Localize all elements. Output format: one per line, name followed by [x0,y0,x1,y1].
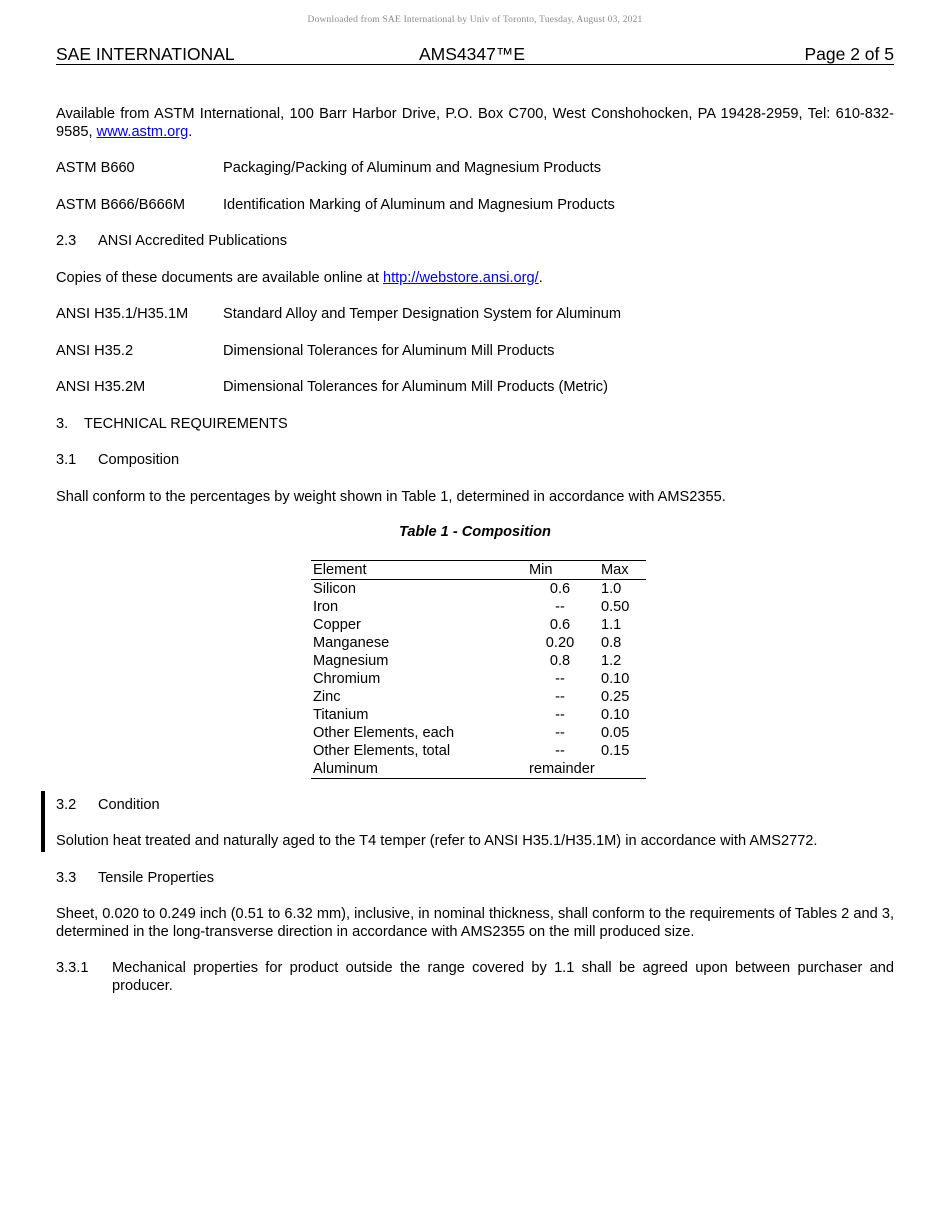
ansi-availability-text: Copies of these documents are available online at [56,270,383,286]
element-cell: Magnesium [313,653,389,669]
min-cell: 0.6 [549,617,571,633]
section-number: 2.3 [56,233,77,249]
tensile-paragraph: Sheet, 0.020 to 0.249 inch (0.51 to 6.32 mm), inclusive, in nominal thickness, shall conform to the requirements of Tables 2 and 3, determined in the long-transverse direction in accordance with AMS2355 on the mill produced size. [56,906,894,940]
reference-code: ANSI H35.2 [56,343,134,359]
table-row [311,598,646,616]
element-cell: Manganese [313,635,390,651]
condition-paragraph: Solution heat treated and naturally aged to the T4 temper (refer to ANSI H35.1/H35.1M) in accordance with AMS2772. [56,833,818,849]
section-title: TECHNICAL REQUIREMENTS [84,416,288,432]
subsection-number: 3.3.1 [56,960,89,976]
table-row [311,724,646,742]
section-title: ANSI Accredited Publications [98,233,288,249]
reference-code: ASTM B660 [56,160,135,176]
table-row [311,760,646,779]
ansi-availability-paragraph [56,269,894,287]
section-number: 3. [56,416,69,432]
table-row [311,688,646,706]
section-number: 3.2 [56,797,77,813]
download-watermark: Downloaded from SAE International by Univ of Toronto, Tuesday, August 03, 2021 [307,15,643,25]
composition-paragraph: Shall conform to the percentages by weight shown in Table 1, determined in accordance with AMS2355. [56,489,726,505]
max-cell: 0.25 [601,689,630,705]
section-title: Condition [98,797,160,813]
min-cell: -- [555,743,565,759]
astm-link-suffix: . [188,124,193,140]
section-number: 3.1 [56,452,77,468]
max-cell: 0.05 [601,725,630,741]
max-cell: 0.50 [601,599,630,615]
ansi-link-suffix: . [538,270,543,286]
element-cell: Zinc [313,689,341,705]
ansi-webstore-link[interactable]: http://webstore.ansi.org/ [382,270,539,286]
min-cell: -- [555,707,565,723]
section-title: Composition [98,452,180,468]
max-cell: 1.1 [601,617,622,633]
max-cell: 0.15 [601,743,630,759]
revision-change-bar [41,791,45,852]
header-doc-id: AMS4347™E [419,44,526,64]
max-cell: 1.2 [601,653,622,669]
min-cell: -- [555,689,565,705]
max-cell [599,760,646,779]
astm-availability-paragraph [56,105,894,141]
subsection-text: Mechanical properties for product outside the range covered by 1.1 shall be agreed upon between purchaser and producer. [112,960,894,994]
column-header-max: Max [599,561,646,580]
table-header-row [311,561,646,580]
min-cell: remainder [519,760,599,779]
table-row [311,616,646,634]
reference-code: ANSI H35.1/H35.1M [56,306,189,322]
table-row [311,580,646,599]
header-page-number: Page 2 of 5 [804,44,894,64]
max-cell: 0.8 [601,635,622,651]
column-header-element: Element [311,561,519,580]
element-cell: Titanium [313,707,369,723]
table-row [311,634,646,652]
max-cell: 0.10 [601,707,630,723]
element-cell: Chromium [313,671,381,687]
element-cell: Copper [313,617,361,633]
astm-link[interactable]: www.astm.org [96,124,189,140]
reference-title: Dimensional Tolerances for Aluminum Mill Products (Metric) [223,379,608,395]
table-row [311,670,646,688]
element-cell: Silicon [313,581,356,597]
element-cell: Aluminum [311,760,519,779]
min-cell: 0.20 [545,635,575,651]
section-title: Tensile Properties [98,870,214,886]
reference-code: ASTM B666/B666M [56,197,185,213]
element-cell: Iron [313,599,339,615]
reference-code: ANSI H35.2M [56,379,146,395]
max-cell: 1.0 [601,581,622,597]
table-row [311,706,646,724]
element-cell: Other Elements, total [313,743,451,759]
table-row [311,652,646,670]
reference-title: Standard Alloy and Temper Designation System for Aluminum [223,306,622,322]
column-header-min: Min [519,561,599,580]
reference-title: Dimensional Tolerances for Aluminum Mill Products [223,343,555,359]
reference-title: Identification Marking of Aluminum and Magnesium Products [223,197,615,213]
min-cell: 0.6 [549,581,571,597]
section-number: 3.3 [56,870,77,886]
element-cell: Other Elements, each [313,725,455,741]
header-org: SAE INTERNATIONAL [56,44,235,64]
astm-availability-text: Available from ASTM International, 100 Barr Harbor Drive, P.O. Box C700, West Conshohocken, PA 19428-2959, Tel: 610-832-9585, [56,106,894,140]
min-cell: -- [555,725,565,741]
page-header [56,44,894,65]
table-row [311,742,646,760]
max-cell: 0.10 [601,671,630,687]
min-cell: -- [555,671,565,687]
table-caption: Table 1 - Composition [399,524,551,540]
reference-title: Packaging/Packing of Aluminum and Magnesium Products [223,160,602,176]
min-cell: 0.8 [549,653,571,669]
min-cell: -- [555,599,565,615]
composition-table [311,560,646,779]
